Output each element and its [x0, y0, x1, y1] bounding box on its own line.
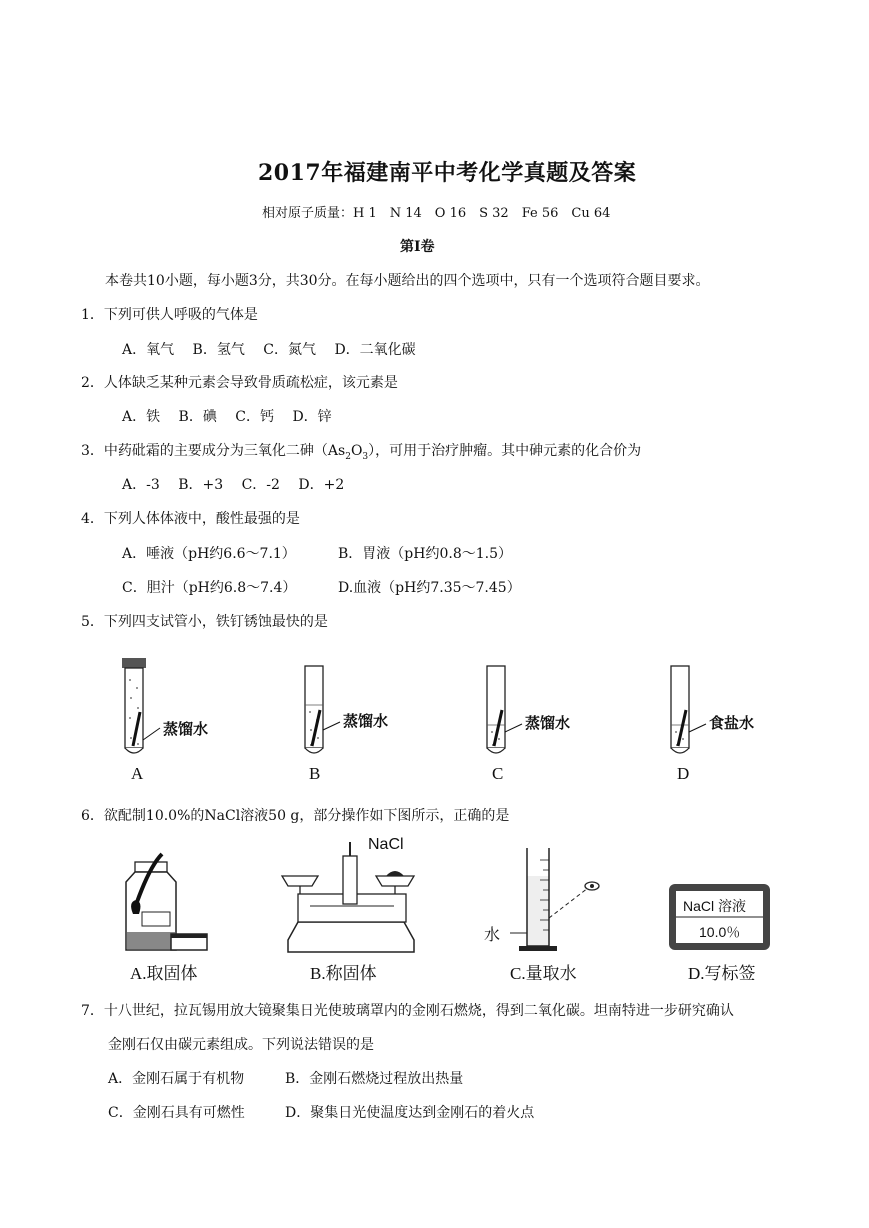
q7-option-b: B．金刚石燃烧过程放出热量	[285, 1071, 464, 1087]
q1-stem: 1．下列可供人呼吸的气体是	[81, 307, 258, 323]
q7-option-c: C．金刚石具有可燃性	[108, 1105, 245, 1121]
q4-option-c: C．胆汁（pH约6.8～7.4）	[122, 580, 297, 596]
tube-d-letter: D	[677, 764, 690, 783]
tube-a-letter: A	[131, 764, 144, 783]
reagent-bottle	[126, 854, 207, 950]
tube-b-liquid-label: 蒸馏水	[343, 712, 389, 730]
q7-stem-line-1: 7．十八世纪，拉瓦锡用放大镜聚集日光使玻璃罩内的金刚石燃烧，得到二氧化碳。坦南特进一步研究确认	[81, 1003, 734, 1019]
q6-caption-c: C.量取水	[510, 964, 577, 983]
q3-formula-o: O	[350, 443, 363, 459]
page-title: 2017年福建南平中考化学真题及答案	[258, 160, 637, 186]
cylinder-water-label: 水	[484, 925, 501, 944]
q3-options: A．-3 B．+3 C．-2 D．+2	[122, 477, 345, 493]
balance-scale	[282, 842, 414, 952]
q6-stem: 6．欲配制10.0%的NaCl溶液50 g，部分操作如下图所示，正确的是	[81, 808, 510, 824]
graduated-cylinder	[510, 848, 599, 951]
q7-stem-line-2: 金刚石仅由碳元素组成。下列说法错误的是	[108, 1037, 374, 1053]
q7-option-d: D．聚集日光使温度达到金刚石的着火点	[285, 1105, 535, 1121]
tube-d	[671, 666, 706, 753]
q4-stem: 4．下列人体体液中，酸性最强的是	[81, 511, 300, 527]
tube-b	[305, 666, 340, 753]
q3-stem-start: 3．中药砒霜的主要成分为三氧化二砷（	[81, 443, 328, 459]
balance-nacl-label: NaCl	[368, 836, 404, 853]
q3-stem	[81, 440, 641, 462]
tube-c-liquid-label: 蒸馏水	[525, 714, 571, 732]
q2-options: A．铁 B．碘 C．钙 D．锌	[122, 409, 332, 425]
q3-formula	[327, 443, 369, 462]
tag-line-1: NaCl 溶液	[683, 898, 747, 914]
tube-d-liquid-label: 食盐水	[709, 714, 755, 732]
q7-option-a: A．金刚石属于有机物	[108, 1071, 245, 1087]
q3-sub3: 3	[362, 451, 369, 462]
q5-stem: 5．下列四支试管小，铁钉锈蚀最快的是	[81, 614, 328, 630]
section-heading: 第Ⅰ卷	[400, 239, 435, 255]
q4-option-a: A．唾液（pH约6.6～7.1）	[122, 546, 296, 562]
q3-stem-end: ），可用于治疗肿瘤。其中砷元素的化合价为	[368, 443, 642, 459]
q4-option-d: D.血液（pH约7.35～7.45）	[338, 580, 521, 596]
q2-stem: 2．人体缺乏某种元素会导致骨质疏松症，该元素是	[81, 375, 398, 391]
tube-a	[122, 658, 160, 753]
q6-caption-a: A.取固体	[130, 964, 198, 983]
q6-caption-d: D.写标签	[688, 964, 756, 983]
tag-line-2: 10.0％	[699, 924, 741, 940]
tube-b-letter: B	[309, 764, 321, 783]
atomic-masses: 相对原子质量：H 1 N 14 O 16 S 32 Fe 56 Cu 64	[262, 206, 611, 221]
q3-sub2: 2	[345, 451, 351, 462]
q1-options: A．氧气 B．氢气 C．氮气 D．二氧化碳	[122, 342, 416, 358]
tube-c-letter: C	[492, 764, 504, 783]
q6-caption-b: B.称固体	[310, 964, 377, 983]
q4-option-b: B．胃液（pH约0.8～1.5）	[338, 546, 512, 562]
q3-formula-as: As	[327, 443, 346, 459]
tube-a-liquid-label: 蒸馏水	[163, 720, 209, 738]
section-intro: 本卷共10小题，每小题3分，共30分。在每小题给出的四个选项中，只有一个选项符合题目要求。	[105, 273, 710, 289]
tube-c	[487, 666, 522, 753]
